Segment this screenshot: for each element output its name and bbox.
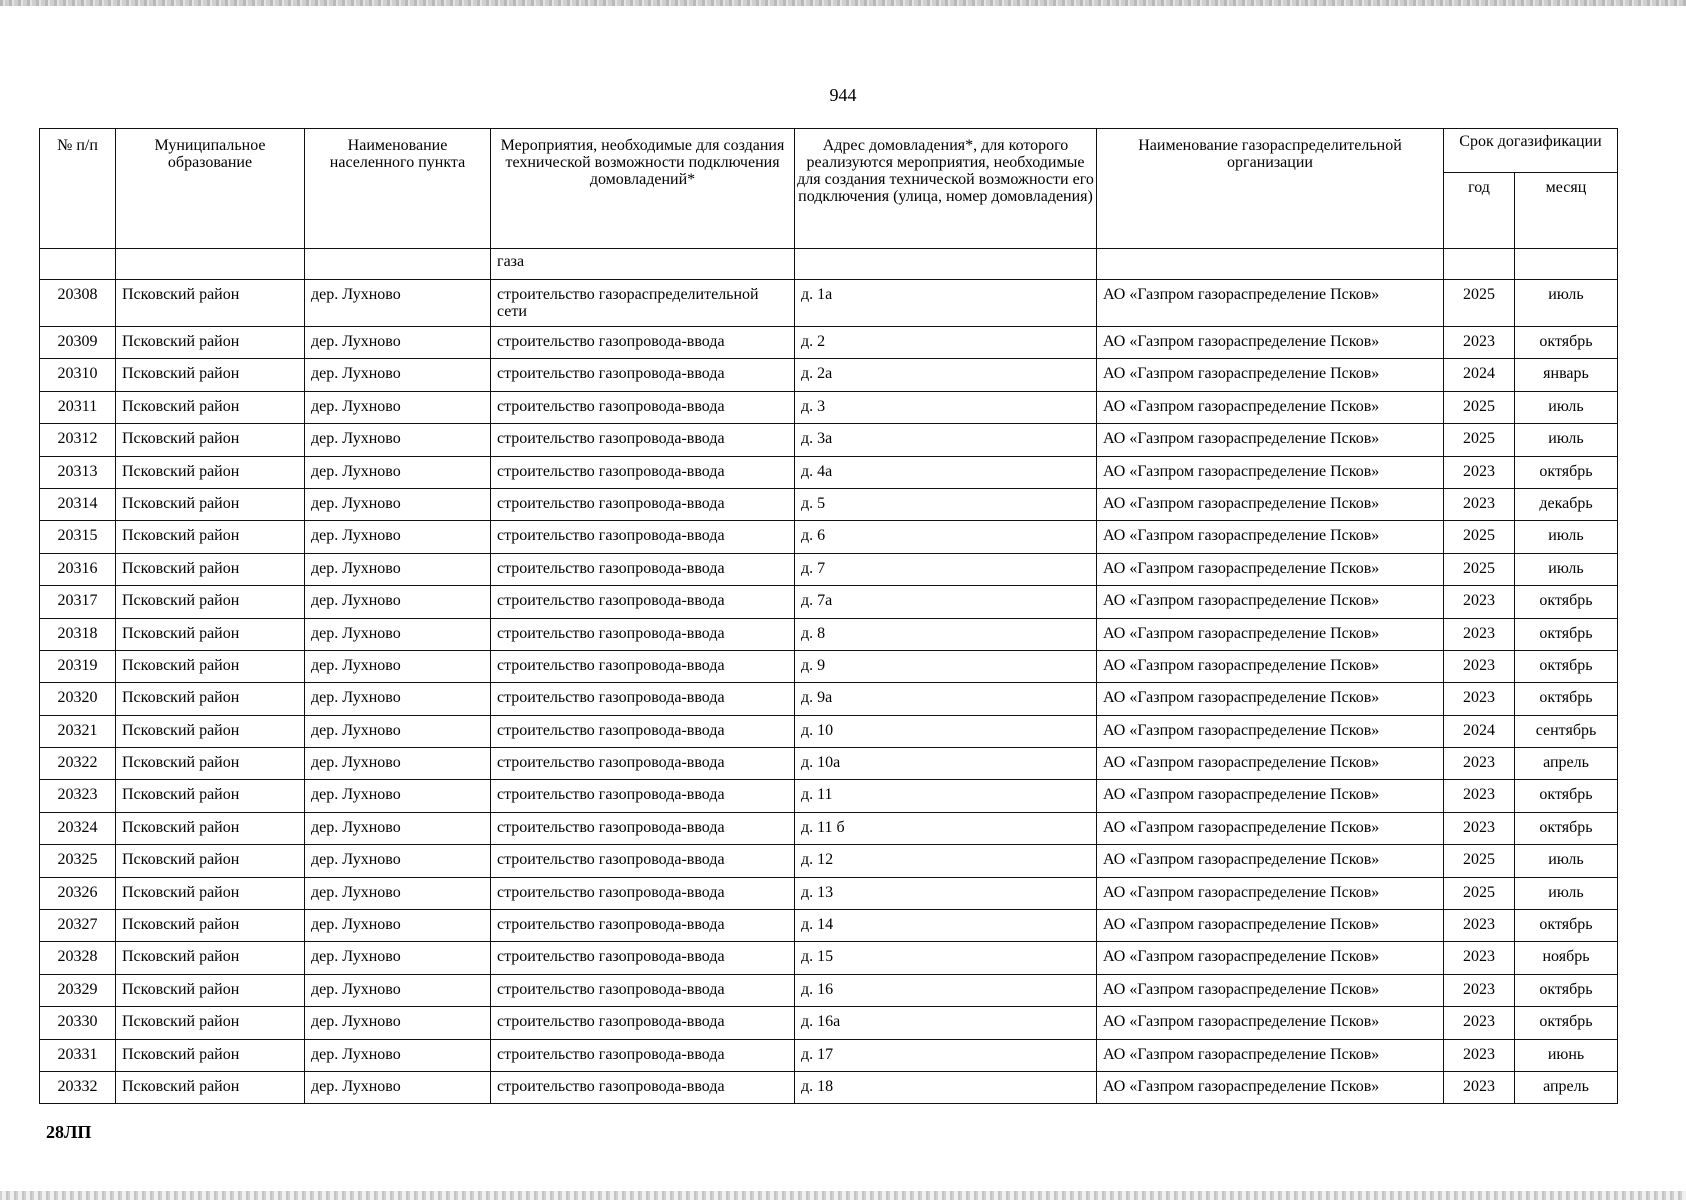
table-row (40, 327, 1618, 359)
cell-measure: строительство газопровода-ввода (491, 359, 795, 391)
cell-municipality: Псковский район (116, 618, 305, 650)
cell-address: д. 1а (795, 280, 1097, 327)
cell-address: д. 8 (795, 618, 1097, 650)
cell-address: д. 11 (795, 780, 1097, 812)
cell-month: октябрь (1515, 780, 1618, 812)
table-row (40, 812, 1618, 844)
cell-measure: строительство газопровода-ввода (491, 521, 795, 553)
cell-settlement: дер. Лухново (305, 618, 491, 650)
cell-settlement: дер. Лухново (305, 391, 491, 423)
cell-municipality: Псковский район (116, 974, 305, 1006)
cell-organization: АО «Газпром газораспределение Псков» (1097, 456, 1444, 488)
cell-measure: строительство газопровода-ввода (491, 845, 795, 877)
cell-num: 20308 (40, 280, 116, 327)
cell-num: 20329 (40, 974, 116, 1006)
cell-organization: АО «Газпром газораспределение Псков» (1097, 327, 1444, 359)
cell-month: сентябрь (1515, 715, 1618, 747)
header-municipality: Муниципальное образование (116, 129, 305, 249)
cell-num: 20323 (40, 780, 116, 812)
cell-municipality: Псковский район (116, 424, 305, 456)
cell-settlement: дер. Лухново (305, 942, 491, 974)
cell-settlement: дер. Лухново (305, 683, 491, 715)
cell-month: июль (1515, 391, 1618, 423)
table-row (40, 715, 1618, 747)
cell-num: 20310 (40, 359, 116, 391)
cell-num: 20330 (40, 1007, 116, 1039)
table-row (40, 1007, 1618, 1039)
table-row (40, 359, 1618, 391)
cell-address: д. 12 (795, 845, 1097, 877)
table-row (40, 1071, 1618, 1103)
cell-month: октябрь (1515, 456, 1618, 488)
cell-year: 2025 (1444, 845, 1515, 877)
cell-address: д. 16а (795, 1007, 1097, 1039)
cell-municipality: Псковский район (116, 327, 305, 359)
cell-municipality: Псковский район (116, 359, 305, 391)
table-row (40, 845, 1618, 877)
cell-settlement: дер. Лухново (305, 359, 491, 391)
cell-organization: АО «Газпром газораспределение Псков» (1097, 910, 1444, 942)
cell-organization: АО «Газпром газораспределение Псков» (1097, 488, 1444, 520)
cell-measure: строительство газопровода-ввода (491, 877, 795, 909)
cell-address: д. 3а (795, 424, 1097, 456)
cell-settlement: дер. Лухново (305, 974, 491, 1006)
table-row (40, 748, 1618, 780)
cell-month: июль (1515, 521, 1618, 553)
cell-settlement: дер. Лухново (305, 877, 491, 909)
cell-month: июль (1515, 280, 1618, 327)
cell-organization: АО «Газпром газораспределение Псков» (1097, 650, 1444, 682)
cell-settlement: дер. Лухново (305, 280, 491, 327)
cell-num: 20313 (40, 456, 116, 488)
cell-address: д. 2 (795, 327, 1097, 359)
cell-num: 20316 (40, 553, 116, 585)
cell-num: 20317 (40, 586, 116, 618)
cell-address: д. 4а (795, 456, 1097, 488)
cell-num: 20311 (40, 391, 116, 423)
cell-address: д. 2а (795, 359, 1097, 391)
cell-measure: строительство газопровода-ввода (491, 424, 795, 456)
table-row (40, 910, 1618, 942)
table-body (40, 249, 1618, 1104)
document-code: 28ЛП (46, 1122, 92, 1142)
cell-settlement: дер. Лухново (305, 456, 491, 488)
cell-organization: АО «Газпром газораспределение Псков» (1097, 424, 1444, 456)
cell-num: 20326 (40, 877, 116, 909)
cell-organization: АО «Газпром газораспределение Псков» (1097, 748, 1444, 780)
cell-num: 20331 (40, 1039, 116, 1071)
page-number: 944 (829, 85, 857, 105)
cell-year: 2023 (1444, 327, 1515, 359)
table-row (40, 683, 1618, 715)
table-row (40, 488, 1618, 520)
cell-num: 20328 (40, 942, 116, 974)
cell-month: июль (1515, 845, 1618, 877)
cell-address: д. 16 (795, 974, 1097, 1006)
cell-organization: АО «Газпром газораспределение Псков» (1097, 812, 1444, 844)
cell-month: апрель (1515, 1071, 1618, 1103)
cell-address: д. 9а (795, 683, 1097, 715)
cell-year: 2024 (1444, 359, 1515, 391)
cell-year: 2023 (1444, 488, 1515, 520)
cell-measure: строительство газопровода-ввода (491, 1071, 795, 1103)
cell-measure: строительство газораспределительной сети (491, 280, 795, 327)
cell-measure: строительство газопровода-ввода (491, 780, 795, 812)
cell-year: 2024 (1444, 715, 1515, 747)
cell-organization: АО «Газпром газораспределение Псков» (1097, 553, 1444, 585)
cell-year: 2025 (1444, 521, 1515, 553)
table-row (40, 974, 1618, 1006)
cell-address: д. 17 (795, 1039, 1097, 1071)
cell-municipality: Псковский район (116, 488, 305, 520)
cell-address: д. 7 (795, 553, 1097, 585)
cell-settlement: дер. Лухново (305, 812, 491, 844)
cell-municipality: Псковский район (116, 942, 305, 974)
cell-year: 2023 (1444, 780, 1515, 812)
cell-num: 20314 (40, 488, 116, 520)
header-month: месяц (1515, 173, 1618, 249)
cell-municipality: Псковский район (116, 910, 305, 942)
cell-address: д. 15 (795, 942, 1097, 974)
cell-measure: строительство газопровода-ввода (491, 391, 795, 423)
header-address: Адрес домовладения*, для которого реализуются мероприятия, необходимые для создания технической возможности его подключения (улица, номер домовладения) (795, 129, 1097, 249)
cell-address: д. 14 (795, 910, 1097, 942)
cell-municipality: Псковский район (116, 1039, 305, 1071)
cell-month: октябрь (1515, 683, 1618, 715)
table-row (40, 618, 1618, 650)
table-row (40, 553, 1618, 585)
cell-organization: АО «Газпром газораспределение Псков» (1097, 280, 1444, 327)
cell-address: д. 18 (795, 1071, 1097, 1103)
cell-municipality: Псковский район (116, 683, 305, 715)
cell-settlement: дер. Лухново (305, 327, 491, 359)
cell-measure: строительство газопровода-ввода (491, 456, 795, 488)
table-row (40, 1039, 1618, 1071)
cell-municipality: Псковский район (116, 715, 305, 747)
cell-measure: строительство газопровода-ввода (491, 974, 795, 1006)
cell-num: 20325 (40, 845, 116, 877)
cell-year: 2023 (1444, 456, 1515, 488)
cell-month: январь (1515, 359, 1618, 391)
cell-settlement: дер. Лухново (305, 780, 491, 812)
cell-measure: строительство газопровода-ввода (491, 812, 795, 844)
cell-year: 2023 (1444, 683, 1515, 715)
table-row (40, 877, 1618, 909)
cell-municipality: Псковский район (116, 780, 305, 812)
table-row (40, 650, 1618, 682)
cell-year: 2025 (1444, 280, 1515, 327)
cell-organization: АО «Газпром газораспределение Псков» (1097, 974, 1444, 1006)
table-row (40, 280, 1618, 327)
cell-municipality: Псковский район (116, 553, 305, 585)
scan-edge-top (0, 0, 1686, 6)
cell-month: октябрь (1515, 650, 1618, 682)
cell-organization: АО «Газпром газораспределение Псков» (1097, 391, 1444, 423)
cell-measure: строительство газопровода-ввода (491, 618, 795, 650)
cell-organization: АО «Газпром газораспределение Псков» (1097, 942, 1444, 974)
cell-year: 2025 (1444, 553, 1515, 585)
cell-num: 20320 (40, 683, 116, 715)
cell-year: 2023 (1444, 1007, 1515, 1039)
cell-settlement: дер. Лухново (305, 488, 491, 520)
cell-num: 20332 (40, 1071, 116, 1103)
cell-month: июль (1515, 553, 1618, 585)
cell-settlement: дер. Лухново (305, 553, 491, 585)
cell-year: 2023 (1444, 974, 1515, 1006)
table-row (40, 521, 1618, 553)
cell-num: 20315 (40, 521, 116, 553)
cell-address: д. 10а (795, 748, 1097, 780)
cell-settlement: дер. Лухново (305, 715, 491, 747)
cell-year: 2025 (1444, 877, 1515, 909)
cell-organization: АО «Газпром газораспределение Псков» (1097, 877, 1444, 909)
cell-month: октябрь (1515, 910, 1618, 942)
cell-address: д. 3 (795, 391, 1097, 423)
cell-num: 20324 (40, 812, 116, 844)
cell-measure: строительство газопровода-ввода (491, 1039, 795, 1071)
header-year: год (1444, 173, 1515, 249)
cell-municipality: Псковский район (116, 456, 305, 488)
cell-num: 20309 (40, 327, 116, 359)
cell-municipality: Псковский район (116, 650, 305, 682)
scan-edge-bottom (0, 1191, 1686, 1200)
cell-month: октябрь (1515, 1007, 1618, 1039)
cell-municipality: Псковский район (116, 877, 305, 909)
cell-municipality: Псковский район (116, 280, 305, 327)
cell-month: октябрь (1515, 618, 1618, 650)
cell-year: 2023 (1444, 1071, 1515, 1103)
cell-address: д. 9 (795, 650, 1097, 682)
cell-measure: строительство газопровода-ввода (491, 327, 795, 359)
cell-measure: строительство газопровода-ввода (491, 488, 795, 520)
cell-month: июль (1515, 424, 1618, 456)
header-settlement: Наименование населенного пункта (305, 129, 491, 249)
cell-settlement: дер. Лухново (305, 910, 491, 942)
cell-year: 2023 (1444, 910, 1515, 942)
cell-organization: АО «Газпром газораспределение Псков» (1097, 618, 1444, 650)
cell-organization: АО «Газпром газораспределение Псков» (1097, 586, 1444, 618)
cell-organization: АО «Газпром газораспределение Псков» (1097, 359, 1444, 391)
table-row (40, 424, 1618, 456)
cell-measure: строительство газопровода-ввода (491, 910, 795, 942)
header-organization: Наименование газораспределительной организации (1097, 129, 1444, 249)
cell-municipality: Псковский район (116, 812, 305, 844)
cell-year: 2023 (1444, 650, 1515, 682)
cell-settlement: дер. Лухново (305, 650, 491, 682)
cell-address: д. 6 (795, 521, 1097, 553)
cell-year: 2025 (1444, 424, 1515, 456)
cell-organization: АО «Газпром газораспределение Псков» (1097, 1071, 1444, 1103)
cell-measure: строительство газопровода-ввода (491, 650, 795, 682)
cell-municipality: Псковский район (116, 586, 305, 618)
cell-month: октябрь (1515, 586, 1618, 618)
cell-year: 2023 (1444, 618, 1515, 650)
cell-month: октябрь (1515, 812, 1618, 844)
cell-settlement: дер. Лухново (305, 1007, 491, 1039)
gasification-table (39, 128, 1618, 1104)
cell-address: д. 7а (795, 586, 1097, 618)
cell-settlement: дер. Лухново (305, 586, 491, 618)
cell-organization: АО «Газпром газораспределение Псков» (1097, 1039, 1444, 1071)
cell-settlement: дер. Лухново (305, 748, 491, 780)
cell-measure: строительство газопровода-ввода (491, 586, 795, 618)
cell-address: д. 10 (795, 715, 1097, 747)
cell-year: 2023 (1444, 942, 1515, 974)
cell-year: 2023 (1444, 586, 1515, 618)
cell-municipality: Псковский район (116, 391, 305, 423)
header-num: № п/п (40, 129, 116, 249)
table-row (40, 586, 1618, 618)
cell-municipality: Псковский район (116, 845, 305, 877)
cell-month: декабрь (1515, 488, 1618, 520)
cell-num: 20322 (40, 748, 116, 780)
cell-num: 20327 (40, 910, 116, 942)
cell-address: д. 13 (795, 877, 1097, 909)
cell-organization: АО «Газпром газораспределение Псков» (1097, 1007, 1444, 1039)
cell-month: октябрь (1515, 974, 1618, 1006)
cell-measure: строительство газопровода-ввода (491, 553, 795, 585)
header-term: Срок догазификации (1444, 129, 1618, 173)
cell-num: 20321 (40, 715, 116, 747)
cell-municipality: Псковский район (116, 521, 305, 553)
cell-month: октябрь (1515, 327, 1618, 359)
cell-measure: строительство газопровода-ввода (491, 942, 795, 974)
cell-year: 2025 (1444, 391, 1515, 423)
header-measures: Мероприятия, необходимые для создания технической возможности подключения домовладений* (491, 129, 795, 249)
cell-num: 20318 (40, 618, 116, 650)
cell-year: 2023 (1444, 748, 1515, 780)
cell-settlement: дер. Лухново (305, 424, 491, 456)
cell-settlement: дер. Лухново (305, 521, 491, 553)
cell-organization: АО «Газпром газораспределение Псков» (1097, 521, 1444, 553)
cell-settlement: дер. Лухново (305, 845, 491, 877)
cell-settlement: дер. Лухново (305, 1071, 491, 1103)
cell-year: 2023 (1444, 1039, 1515, 1071)
cell-month: июль (1515, 877, 1618, 909)
cell-settlement: дер. Лухново (305, 1039, 491, 1071)
cell-num: 20319 (40, 650, 116, 682)
cell-num: 20312 (40, 424, 116, 456)
table-row (40, 780, 1618, 812)
table-row (40, 391, 1618, 423)
cell-address: д. 11 б (795, 812, 1097, 844)
cell-address: д. 5 (795, 488, 1097, 520)
cell-measure: строительство газопровода-ввода (491, 715, 795, 747)
table-row (40, 456, 1618, 488)
cell-year: 2023 (1444, 812, 1515, 844)
cell-measure: строительство газопровода-ввода (491, 1007, 795, 1039)
cell-month: ноябрь (1515, 942, 1618, 974)
cell-month: июнь (1515, 1039, 1618, 1071)
cell-month: апрель (1515, 748, 1618, 780)
cell-organization: АО «Газпром газораспределение Псков» (1097, 715, 1444, 747)
continuation-row (40, 249, 1618, 280)
cell-organization: АО «Газпром газораспределение Псков» (1097, 845, 1444, 877)
cell-measure: строительство газопровода-ввода (491, 683, 795, 715)
cell-organization: АО «Газпром газораспределение Псков» (1097, 780, 1444, 812)
cell-municipality: Псковский район (116, 748, 305, 780)
cell-municipality: Псковский район (116, 1007, 305, 1039)
cell-measure: строительство газопровода-ввода (491, 748, 795, 780)
table-row (40, 942, 1618, 974)
cell-municipality: Псковский район (116, 1071, 305, 1103)
cell-organization: АО «Газпром газораспределение Псков» (1097, 683, 1444, 715)
continuation-text: газа (491, 249, 795, 280)
